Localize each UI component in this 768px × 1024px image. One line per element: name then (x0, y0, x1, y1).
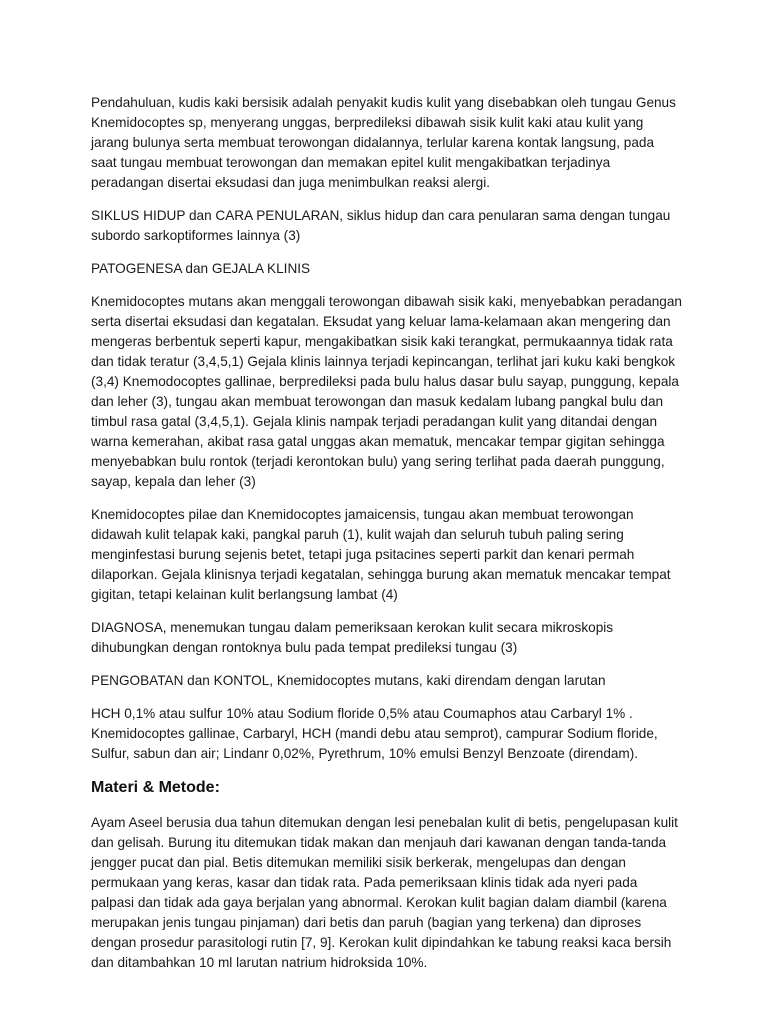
paragraph-life-cycle: SIKLUS HIDUP dan CARA PENULARAN, siklus hidup dan cara penularan sama dengan tungau subordo sarkoptiformes lainnya (3) (91, 208, 671, 243)
paragraph-pilae: Knemidocoptes pilae dan Knemidocoptes jamaicensis, tungau akan membuat terowongan didawah kulit telapak kaki, pangkal paruh (1), kulit wajah dan seluruh tubuh paling sering menginfestasi burung sejenis betet, tetapi juga psitacines seperti parkit dan kenari permah dilaporkan. Gejala klinisnya terjadi kegatalan, sehingga burung akan mematuk mencakar tempat gigitan, tetapi kelainan kulit berlangsung lambat (4) (91, 507, 671, 602)
paragraph-methods: Ayam Aseel berusia dua tahun ditemukan dengan lesi penebalan kulit di betis, pengelupasan kulit dan gelisah. Burung itu ditemukan tidak makan dan menjauh dari kawanan dengan tanda-tanda jengger pucat dan pial. Betis ditemukan memiliki sisik berkerak, mengelupas dan dengan permukaan yang keras, kasar dan tidak rata. Pada pemeriksaan klinis tidak ada nyeri pada palpasi dan tidak ada gaya berjalan yang abnormal. Kerokan kulit bagian dalam diambil (karena merupakan jenis tungau pinjaman) dari betis dan paruh (bagian yang terkena) dan diproses dengan prosedur parasitologi rutin [7, 9]. Kerokan kulit dipindahkan ke tabung reaksi kaca bersih dan ditambahkan 10 ml larutan natrium hidroksida 10%. (91, 815, 678, 970)
paragraph-pathogenesis-title: PATOGENESA dan GEJALA KLINIS (91, 261, 311, 276)
paragraph-treatment: PENGOBATAN dan KONTOL, Knemidocoptes mutans, kaki direndam dengan larutan (91, 673, 606, 688)
document-page (91, 93, 683, 986)
section-heading-methods: Materi & Metode: (91, 779, 220, 796)
paragraph-treatment-detail: HCH 0,1% atau sulfur 10% atau Sodium floride 0,5% atau Coumaphos atau Carbaryl 1% . Knemidocoptes gallinae, Carbaryl, HCH (mandi debu atau semprot), campurar Sodium floride, Sulfur, sabun dan air; Lindanr 0,02%, Pyrethrum, 10% emulsi Benzyl Benzoate (direndam). (91, 706, 658, 761)
paragraph-mutans: Knemidocoptes mutans akan menggali terowongan dibawah sisik kaki, menyebabkan peradangan serta disertai eksudasi dan kegatalan. Eksudat yang keluar lama-kelamaan akan mengering dan mengeras berbentuk seperti kapur, mengakibatkan sisik kaki terangkat, permukaannya tidak rata dan tidak teratur (3,4,5,1) Gejala klinis lainnya terjadi kepincangan, terlihat jari kuku kaki bengkok (3,4) Knemodocoptes gallinae, berpredileksi pada bulu halus dasar bulu sayap, punggung, kepala dan leher (3), tungau akan membuat terowongan dan masuk kedalam lubang pangkal bulu dan timbul rasa gatal (3,4,5,1). Gejala klinis nampak terjadi peradangan kulit yang ditandai dengan warna kemerahan, akibat rasa gatal unggas akan mematuk, mencakar tempar gigitan sehingga menyebabkan bulu rontok (terjadi kerontokan bulu) yang sering terlihat pada daerah punggung, sayap, kepala dan leher (3) (91, 294, 682, 489)
paragraph-intro: Pendahuluan, kudis kaki bersisik adalah penyakit kudis kulit yang disebabkan oleh tungau Genus Knemidocoptes sp, menyerang unggas, berpredileksi dibawah sisik kulit kaki atau kulit yang jarang bulunya serta membuat terowongan didalannya, terlular karena kontak langsung, pada saat tungau membuat terowongan dan memakan epitel kulit mengakibatkan terjadinya peradangan disertai eksudasi dan juga menimbulkan reaksi alergi. (91, 95, 676, 190)
paragraph-diagnosis: DIAGNOSA, menemukan tungau dalam pemeriksaan kerokan kulit secara mikroskopis dihubungkan dengan rontoknya bulu pada tempat predileksi tungau (3) (91, 620, 614, 655)
